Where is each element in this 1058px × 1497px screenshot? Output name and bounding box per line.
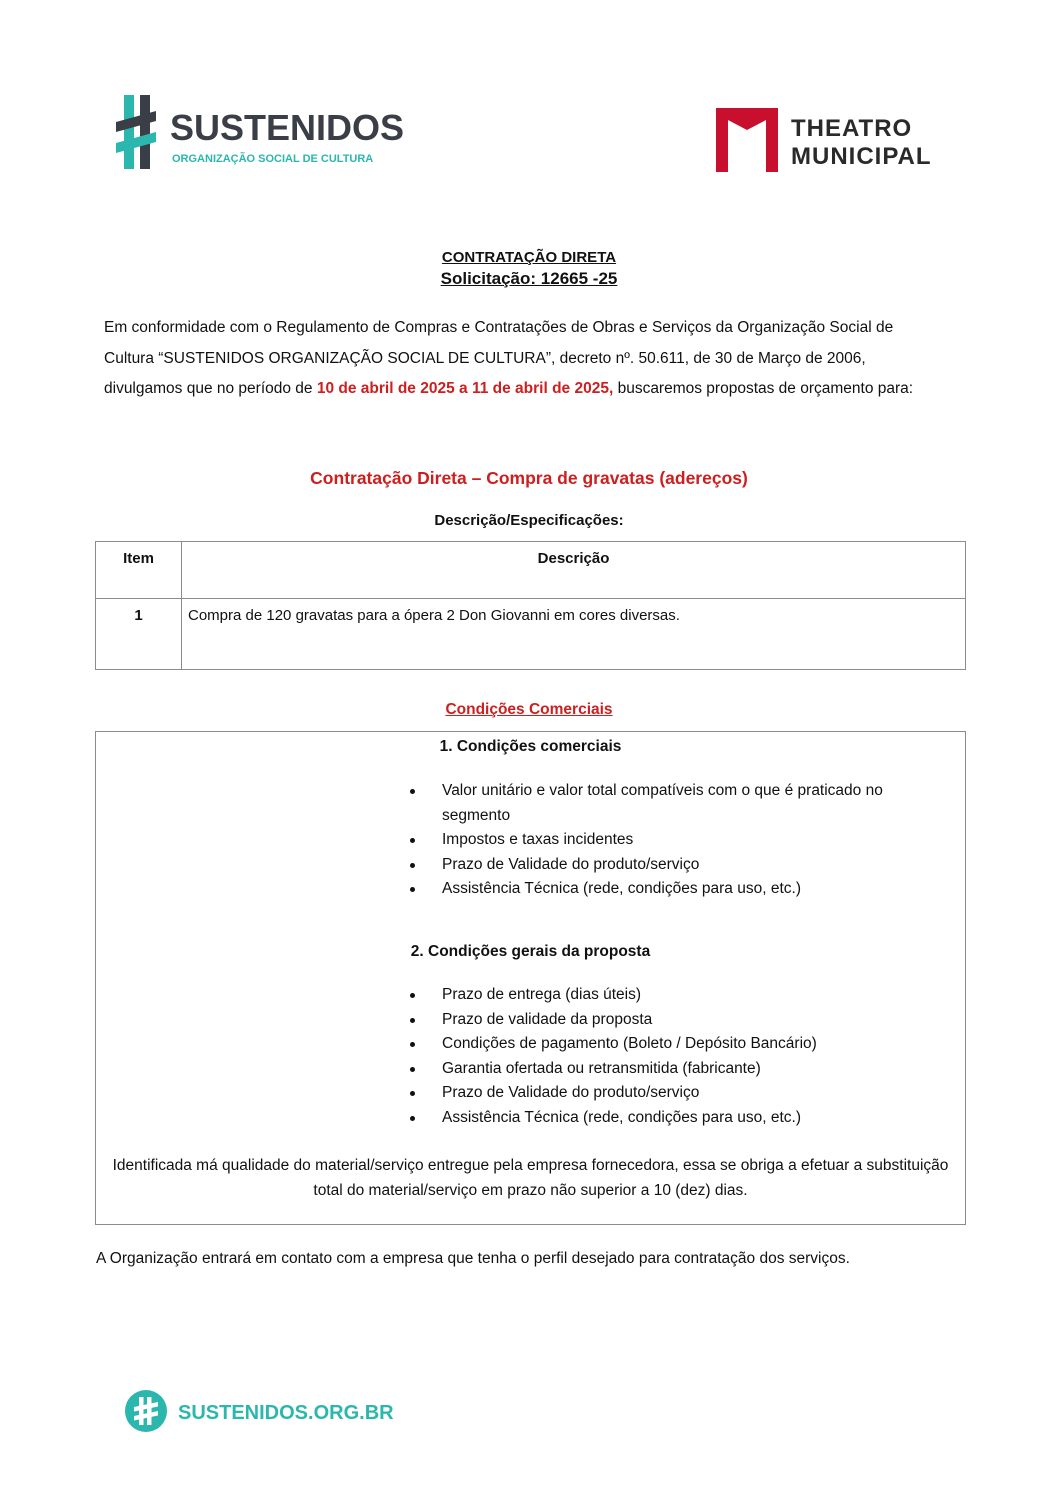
list-item: Prazo de Validade do produto/serviço: [406, 1081, 951, 1106]
general-heading: 2. Condições gerais da proposta: [410, 943, 651, 960]
list-item: Prazo de entrega (dias úteis): [406, 983, 951, 1008]
theatro-emblem-icon: [716, 108, 778, 172]
intro-text-1: Em conformidade com o Regulamento de Compras e Contratações de Obras e Serviços da Organização Social de Cultura “SUSTENIDOS ORGANIZAÇÃO SOCIAL DE CULTURA”, decreto nº. 50.611, de 30 de Março de 2006, divulgamos que no período de: [104, 319, 894, 397]
general-list: [406, 983, 951, 1131]
logo-name: SUSTENIDOS: [170, 107, 405, 148]
items-table: [95, 541, 966, 670]
intro-text-2: buscaremos propostas de orçamento para:: [613, 380, 914, 397]
conditions-title: Condições Comerciais: [445, 701, 613, 718]
list-item: Assistência Técnica (rede, condições para uso, etc.): [406, 1106, 951, 1131]
theatro-municipal-logo: [716, 108, 956, 174]
hash-circle-icon: [125, 1390, 167, 1432]
table-header-row: [96, 542, 966, 599]
quality-note: Identificada má qualidade do material/serviço entregue pela empresa fornecedora, essa se obriga a efetuar a substituição total do material/serviço em prazo não superior a 10 (dez) dias.: [112, 1157, 949, 1199]
logo-line1: THEATRO: [791, 115, 913, 142]
conditions-box: [95, 731, 966, 1225]
commercial-list: [406, 779, 951, 902]
table-row: [96, 599, 966, 670]
commercial-heading: 1. Condições comerciais: [439, 738, 622, 755]
logo-tagline: ORGANIZAÇÃO SOCIAL DE CULTURA: [172, 153, 374, 165]
logo-line2: MUNICIPAL: [791, 143, 932, 170]
footer-site: SUSTENIDOS.ORG.BR: [178, 1402, 394, 1424]
list-item: Valor unitário e valor total compatíveis com o que é praticado no segmento: [406, 779, 951, 828]
row-item: 1: [96, 599, 182, 670]
row-description: Compra de 120 gravatas para a ópera 2 Don Giovanni em cores diversas.: [182, 599, 966, 670]
header-item: Item: [96, 542, 182, 599]
intro-paragraph: [104, 313, 944, 405]
section-title: Contratação Direta – Compra de gravatas (adereços): [310, 468, 748, 488]
list-item: Assistência Técnica (rede, condições para uso, etc.): [406, 877, 951, 902]
list-item: Condições de pagamento (Boleto / Depósito Bancário): [406, 1032, 951, 1057]
list-item: Prazo de validade da proposta: [406, 1008, 951, 1033]
hash-icon: [116, 95, 156, 169]
footer-logo: [125, 1389, 394, 1435]
request-number: Solicitação: 12665 -25: [440, 269, 618, 288]
list-item: Impostos e taxas incidentes: [406, 828, 951, 853]
sustenidos-logo: [116, 95, 405, 175]
list-item: Garantia ofertada ou retransmitida (fabricante): [406, 1057, 951, 1082]
closing-text: A Organização entrará em contato com a empresa que tenha o perfil desejado para contratação dos serviços.: [96, 1250, 850, 1267]
intro-period: 10 de abril de 2025 a 11 de abril de 2025,: [316, 380, 614, 397]
list-item: Prazo de Validade do produto/serviço: [406, 853, 951, 878]
header-description: Descrição: [182, 542, 966, 599]
document-title: CONTRATAÇÃO DIRETA: [441, 249, 617, 266]
spec-title: Descrição/Especificações:: [434, 512, 624, 529]
